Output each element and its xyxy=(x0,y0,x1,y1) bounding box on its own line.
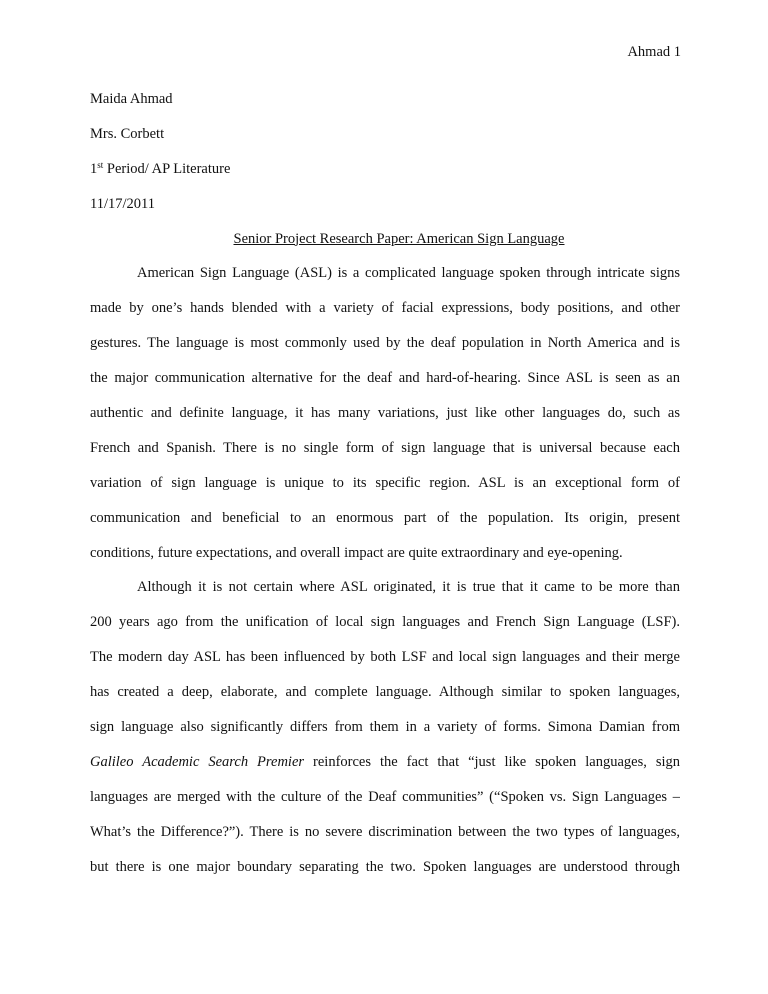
paragraph-1-last-line: conditions, future expectations, and overall impact are quite extraordinary and eye-opening. xyxy=(90,544,623,561)
paragraph-2-line: 200 years ago from the unification of local sign languages and French Sign Language (LSF). xyxy=(90,614,680,631)
paragraph-1-line: the major communication alternative for the deaf and hard-of-hearing. Since ASL is seen as an xyxy=(90,370,680,387)
paragraph-2-line: languages are merged with the culture of the Deaf communities” (“Spoken vs. Sign Languages – xyxy=(90,788,680,805)
paper-date: 11/17/2011 xyxy=(90,195,155,212)
paragraph-2-line: but there is one major boundary separating the two. Spoken languages are understood through xyxy=(90,858,680,875)
paragraph-2-line-with-source xyxy=(90,745,680,780)
paragraph-2-line: sign language also significantly differs from them in a variety of forms. Simona Damian from xyxy=(90,719,680,736)
period-course: Period/ AP Literature xyxy=(103,160,231,177)
student-name: Maida Ahmad xyxy=(90,91,173,107)
paragraph-1-line: authentic and definite language, it has many variations, just like other languages do, such as xyxy=(90,405,680,422)
period-number: 1 xyxy=(90,160,98,177)
document-body xyxy=(90,82,680,884)
paragraph-1-line: French and Spanish. There is no single form of sign language that is universal because each xyxy=(90,439,680,456)
paper-title: Senior Project Research Paper: American Sign Language xyxy=(233,230,565,247)
paragraph-1-line: variation of sign language is unique to its specific region. ASL is an exceptional form of xyxy=(90,474,680,491)
period-ordinal: st xyxy=(97,159,104,170)
paragraph-1-line: gestures. The language is most commonly used by the deaf population in North America and is xyxy=(90,335,680,352)
paragraph-2-line: The modern day ASL has been influenced by both LSF and local sign languages and their merge xyxy=(90,649,680,666)
paragraph-2-line: What’s the Difference?”). There is no severe discrimination between the two types of languages, xyxy=(90,823,680,840)
paragraph-2-line: Although it is not certain where ASL originated, it is true that it came to be more than xyxy=(137,579,680,596)
paragraph-1-line: American Sign Language (ASL) is a complicated language spoken through intricate signs xyxy=(137,265,680,282)
paragraph-2-line: has created a deep, elaborate, and complete language. Although similar to spoken languages, xyxy=(90,684,680,701)
class-period xyxy=(90,152,680,187)
source-sentence: reinforces the fact that “just like spoken languages, sign xyxy=(304,753,680,770)
paragraph-1-line: communication and beneficial to an enormous part of the population. Its origin, present xyxy=(90,509,680,526)
paragraph-1-line: made by one’s hands blended with a variety of facial expressions, body positions, and other xyxy=(90,300,680,317)
source-title: Galileo Academic Search Premier xyxy=(90,753,305,770)
teacher-name: Mrs. Corbett xyxy=(90,125,165,142)
running-head: Ahmad 1 xyxy=(627,44,681,60)
